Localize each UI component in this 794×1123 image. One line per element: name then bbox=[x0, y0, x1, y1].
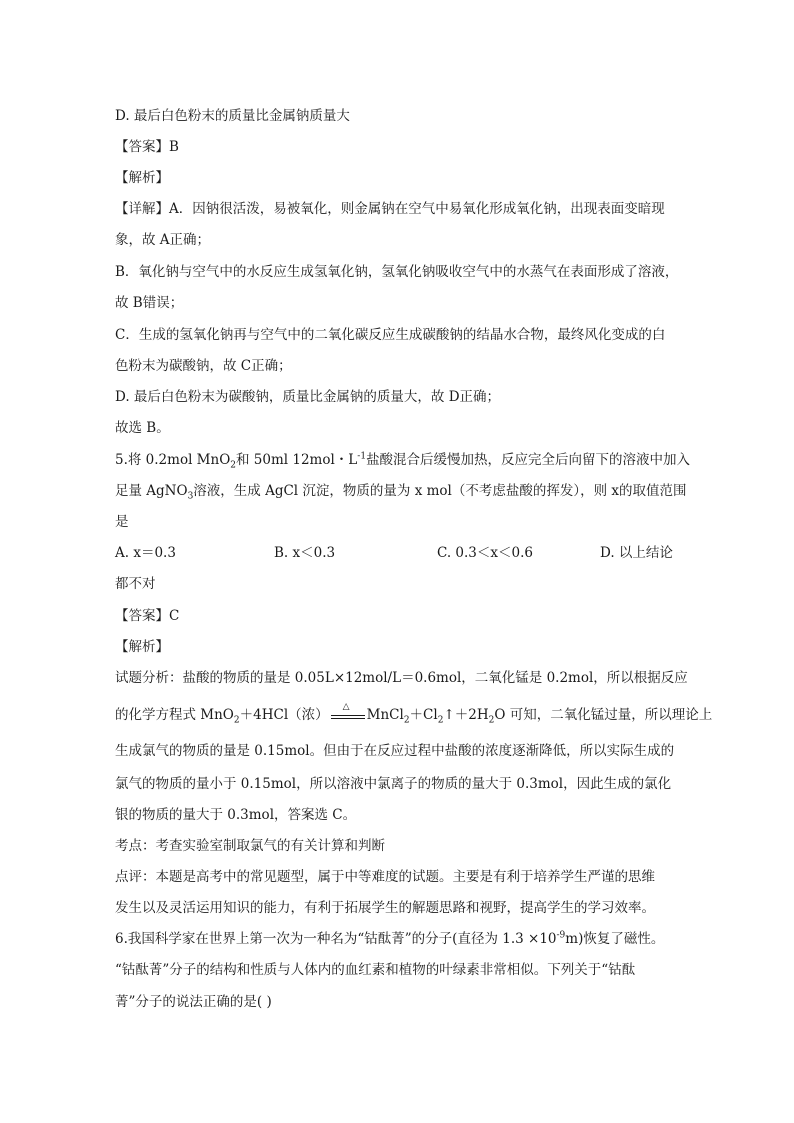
q4-detail-line: 象，故 A正确； bbox=[115, 232, 211, 248]
q6-stem-line: “钴酞菁”分子的结构和性质与人体内的血红素和植物的叶绿素非常相似。下列关于“钴酞 bbox=[115, 962, 636, 978]
q5-analysis-line: 生成氯气的物质的量是 0.15mol。但由于在反应过程中盐酸的浓度逐渐降低，所以实际生成的 bbox=[115, 743, 675, 759]
q4-detail-line: B．氧化钠与空气中的水反应生成氢氧化钠，氢氧化钠吸收空气中的水蒸气在表面形成了溶液， bbox=[115, 264, 679, 280]
q5-analysis-line: 银的物质的量大于 0.3mol，答案选 C。 bbox=[115, 807, 357, 823]
q6-stem-line: 菁”分子的说法正确的是( ) bbox=[115, 994, 272, 1010]
q4-answer: 【答案】B bbox=[115, 139, 179, 155]
q4-analysis-header: 【解析】 bbox=[115, 170, 169, 186]
q5-option-b: B. x＜0.3 bbox=[274, 545, 336, 561]
q5-equation-line: 的化学方程式 MnO$_2$＋4HCl（浓） △ $MnCl_2+Cl_2↑+2H_2O$ 可知，二氧化锰过量，所以理论上 bbox=[115, 701, 713, 726]
q4-detail-line: 故 B错误； bbox=[115, 295, 184, 311]
q5-stem-line: 是 bbox=[115, 514, 129, 530]
heat-equals-sign: △ bbox=[331, 709, 365, 723]
q6-stem-line: 6.我国科学家在世界上第一次为一种名为“钴酞菁”的分子(直径为 $1.3 \times 10^{-9}m$)恢复了磁性。 bbox=[115, 930, 665, 947]
q5-stem-line: 足量 AgNO$_3$溶液，生成 AgCl 沉淀，物质的量为 x mol（不考虑盐酸的挥发），则 x的取值范围 bbox=[115, 483, 687, 502]
q5-analysis-line: 试题分析：盐酸的物质的量是 0.05L×12mol/L＝0.6mol，二氧化锰是 0.2mol，所以根据反应 bbox=[115, 670, 688, 686]
q5-option-d: D. 以上结论 bbox=[600, 545, 673, 561]
q4-conclusion: 故选 B。 bbox=[115, 420, 170, 436]
q5-kaodian: 考点：考查实验室制取氯气的有关计算和判断 bbox=[115, 838, 385, 854]
q4-detail-line: D. 最后白色粉末为碳酸钠，质量比金属钠的质量大，故 D正确； bbox=[115, 389, 501, 405]
q5-option-d-continued: 都不对 bbox=[115, 576, 156, 592]
q5-stem-line: 5.将 0.2mol MnO$_2$和 50ml 12mol・$L^{-1}$盐酸混合后缓慢加热，反应完全后向留下的溶液中加入 bbox=[115, 451, 691, 471]
q5-comment-line: 发生以及灵活运用知识的能力，有利于拓展学生的解题思路和视野，提高学生的学习效率。 bbox=[115, 900, 655, 916]
q4-detail-line: 【详解】A．因钠很活泼，易被氧化，则金属钠在空气中易氧化形成氧化钠，出现表面变暗现 bbox=[115, 201, 665, 217]
q5-analysis-header: 【解析】 bbox=[115, 639, 169, 655]
q4-detail-line: C．生成的氢氧化钠再与空气中的二氧化碳反应生成碳酸钠的结晶水合物，最终风化变成的白 bbox=[115, 327, 666, 343]
q4-detail-line: 色粉末为碳酸钠，故 C正确； bbox=[115, 358, 292, 374]
q4-option-d: D. 最后白色粉末的质量比金属钠质量大 bbox=[115, 108, 350, 124]
q5-comment-line: 点评：本题是高考中的常见题型，属于中等难度的试题。主要是有利于培养学生严谨的思维 bbox=[115, 869, 655, 885]
q5-option-a: A. x＝0.3 bbox=[115, 545, 176, 561]
q5-answer: 【答案】C bbox=[115, 608, 180, 624]
q5-analysis-line: 氯气的物质的量小于 0.15mol，所以溶液中氯离子的物质的量大于 0.3mol，因此生成的氯化 bbox=[115, 776, 672, 792]
q5-option-c: C. 0.3＜x＜0.6 bbox=[437, 545, 533, 561]
